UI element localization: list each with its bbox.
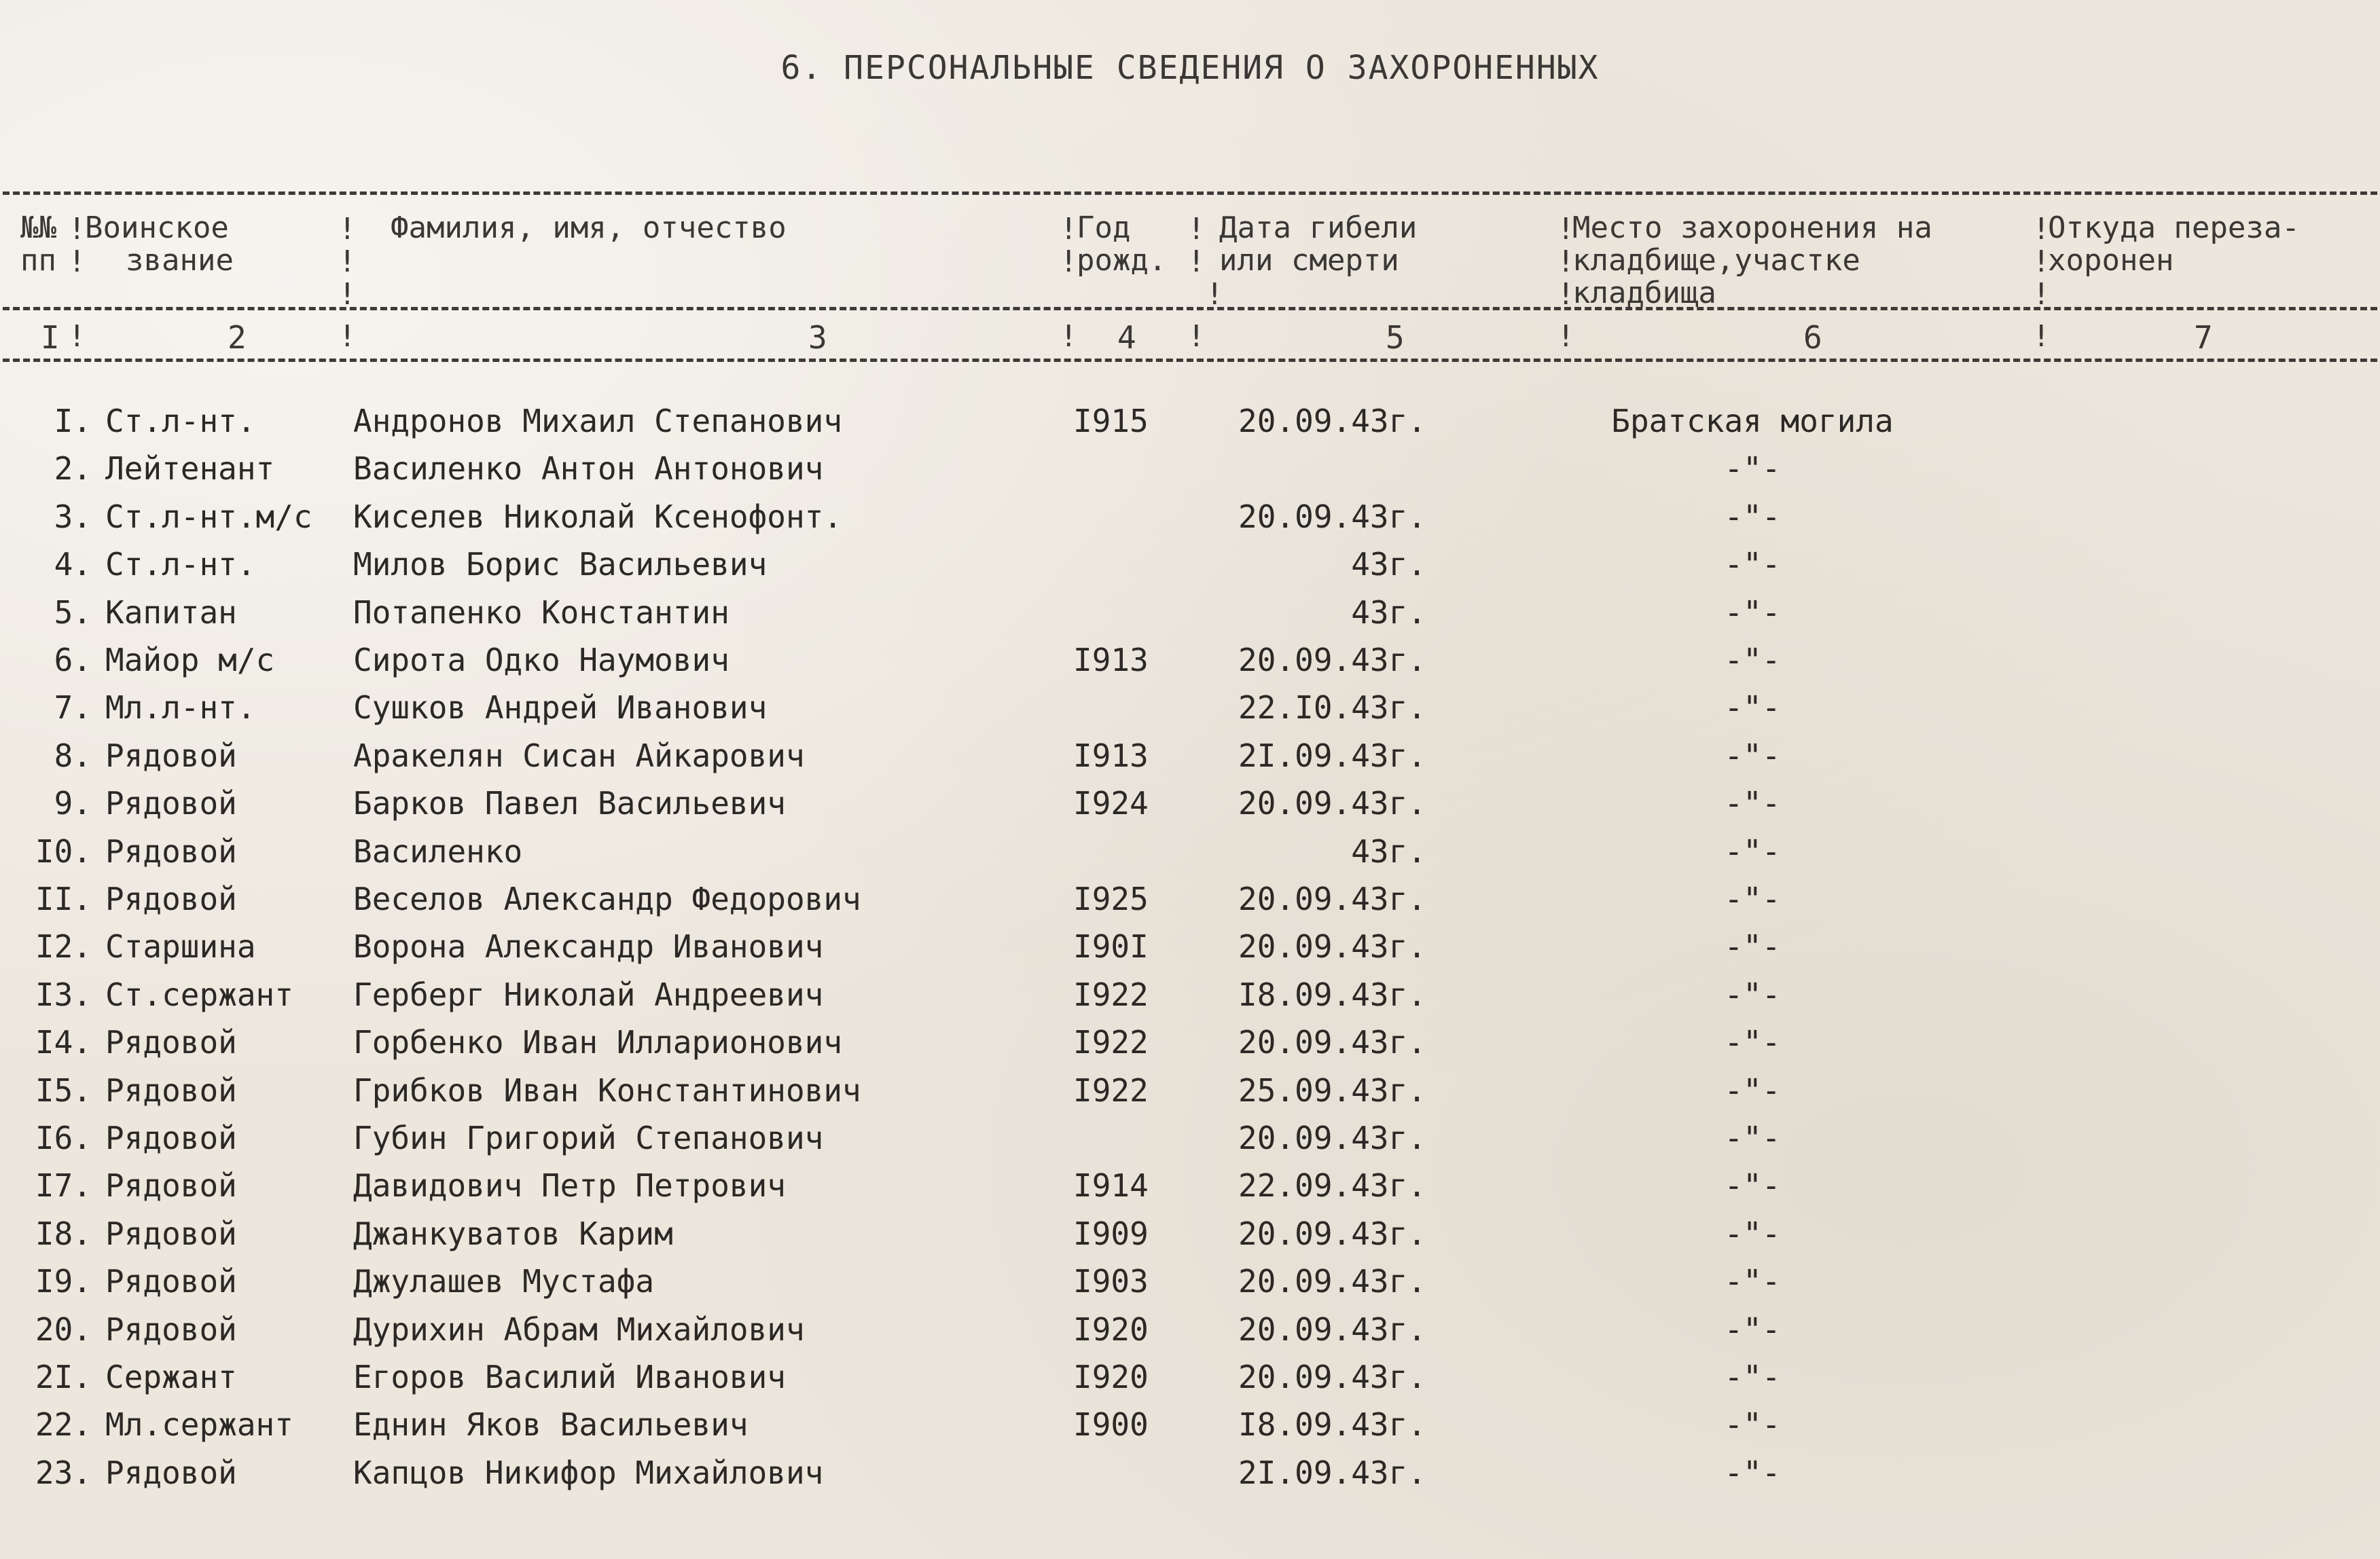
row-number: I8. <box>35 1215 92 1252</box>
header-rank-line2: звание <box>126 243 234 278</box>
table-row <box>0 828 2380 875</box>
row-number: 7. <box>54 689 92 727</box>
row-death-date: 20.09.43г. <box>1238 785 1426 822</box>
row-name: Аракелян Сисан Айкарович <box>353 737 805 774</box>
row-death-date: I8.09.43г. <box>1238 976 1426 1013</box>
row-burial-place: -"- <box>1724 546 1781 583</box>
row-birth-year: I913 <box>1073 737 1149 774</box>
row-death-date: 43г. <box>1351 546 1426 583</box>
row-rank: Ст.сержант <box>105 976 293 1013</box>
row-birth-year: I915 <box>1073 403 1149 439</box>
row-name: Андронов Михаил Степанович <box>353 403 843 439</box>
table-row <box>0 1449 2380 1497</box>
row-name: Капцов Никифор Михайлович <box>353 1454 824 1491</box>
row-number: I3. <box>35 976 92 1013</box>
header-separator: ! <box>1206 277 1224 312</box>
row-burial-place: -"- <box>1724 1215 1781 1252</box>
row-death-date: 20.09.43г. <box>1238 1215 1426 1252</box>
row-name: Джанкуватов Карим <box>353 1215 673 1252</box>
table-row <box>0 1401 2380 1448</box>
row-number: 6. <box>54 642 92 678</box>
row-birth-year: I922 <box>1073 976 1149 1013</box>
row-burial-place: -"- <box>1724 1454 1781 1491</box>
row-rank: Майор м/с <box>105 642 275 678</box>
row-name: Веселов Александр Федорович <box>353 881 861 917</box>
row-name: Милов Борис Васильевич <box>353 546 768 583</box>
table-row <box>0 1353 2380 1401</box>
row-number: I7. <box>35 1167 92 1205</box>
header-separator: ! <box>2032 277 2051 312</box>
table-row <box>0 589 2380 636</box>
row-death-date: 20.09.43г. <box>1238 1310 1426 1348</box>
row-name: Горбенко Иван Илларионович <box>353 1024 843 1061</box>
row-number: II. <box>35 881 92 917</box>
row-number: I5. <box>35 1071 92 1109</box>
row-name: Василенко <box>353 832 523 870</box>
table-row <box>0 1306 2380 1353</box>
row-name: Джулашев Мустафа <box>353 1263 655 1300</box>
row-birth-year: I920 <box>1073 1359 1149 1395</box>
header-separator: ! <box>338 212 357 246</box>
header-rank <box>85 212 234 277</box>
row-birth-year: I914 <box>1073 1167 1149 1205</box>
header-num-line1: №№ <box>20 210 56 245</box>
table-row <box>0 1162 2380 1209</box>
table-row <box>0 1210 2380 1258</box>
row-number: 2I. <box>35 1359 92 1395</box>
header-year-line1: Год <box>1077 210 1131 245</box>
row-burial-place: -"- <box>1724 1071 1781 1109</box>
row-rank: Лейтенант <box>105 450 275 488</box>
row-name: Ворона Александр Иванович <box>353 928 824 966</box>
row-rank: Рядовой <box>105 1215 237 1252</box>
row-birth-year: I924 <box>1073 785 1149 822</box>
header-separator: ! <box>1187 212 1206 246</box>
page-title: 6. ПЕРСОНАЛЬНЫЕ СВЕДЕНИЯ О ЗАХОРОНЕННЫХ <box>780 49 1600 87</box>
row-burial-place: -"- <box>1724 928 1781 966</box>
table-row <box>0 493 2380 540</box>
table-row <box>0 445 2380 492</box>
row-rank: Рядовой <box>105 737 237 774</box>
row-death-date: 20.09.43г. <box>1238 1120 1426 1156</box>
table-row <box>0 540 2380 588</box>
row-rank: Ст.л-нт. <box>105 546 256 583</box>
row-name: Киселев Николай Ксенофонт. <box>353 498 843 535</box>
table-row <box>0 1067 2380 1114</box>
row-burial-place: -"- <box>1724 1406 1781 1444</box>
header-origin <box>2048 212 2300 277</box>
row-rank: Рядовой <box>105 785 237 822</box>
column-number-5: 5 <box>1386 319 1405 356</box>
row-death-date: 20.09.43г. <box>1238 642 1426 678</box>
table-row <box>0 1258 2380 1305</box>
row-rank: Рядовой <box>105 1071 237 1109</box>
row-death-date: 20.09.43г. <box>1238 403 1426 439</box>
row-number: 9. <box>54 785 92 822</box>
row-burial-place: -"- <box>1724 1310 1781 1348</box>
row-death-date: 20.09.43г. <box>1238 1263 1426 1300</box>
row-burial-place: -"- <box>1724 737 1781 774</box>
row-number: 5. <box>54 593 92 631</box>
header-rank-line1: Воинское <box>85 210 229 245</box>
header-place-line1: Место захоронения на <box>1572 210 1932 245</box>
row-burial-place: -"- <box>1724 593 1781 631</box>
row-birth-year: I90I <box>1073 928 1149 966</box>
row-rank: Старшина <box>105 928 256 966</box>
column-number-4: 4 <box>1117 319 1136 356</box>
row-name: Потапенко Константин <box>353 593 729 631</box>
header-separator: ! <box>338 277 357 312</box>
row-burial-place: -"- <box>1724 498 1781 535</box>
header-separator: ! <box>1060 244 1078 279</box>
header-separator: ! <box>68 244 86 279</box>
table-row <box>0 875 2380 923</box>
row-rank: Ст.л-нт. <box>105 403 256 439</box>
header-top-rule <box>3 191 2377 195</box>
row-death-date: I8.09.43г. <box>1238 1406 1426 1444</box>
row-burial-place: -"- <box>1724 832 1781 870</box>
row-death-date: 22.09.43г. <box>1238 1167 1426 1205</box>
column-number-6: 6 <box>1803 319 1822 356</box>
table-row <box>0 1114 2380 1162</box>
header-origin-line1: Откуда переза- <box>2048 210 2300 245</box>
row-death-date: 2I.09.43г. <box>1238 1454 1426 1491</box>
row-death-date: 43г. <box>1351 593 1426 631</box>
row-burial-place: -"- <box>1724 1263 1781 1300</box>
column-number-1: I <box>41 319 60 356</box>
row-death-date: 20.09.43г. <box>1238 498 1426 535</box>
table-row <box>0 636 2380 684</box>
row-rank: Рядовой <box>105 1310 237 1348</box>
row-birth-year: I913 <box>1073 642 1149 678</box>
row-number: I4. <box>35 1024 92 1061</box>
row-burial-place: -"- <box>1724 1359 1781 1395</box>
row-death-date: 43г. <box>1351 832 1426 870</box>
row-death-date: 2I.09.43г. <box>1238 737 1426 774</box>
row-birth-year: I900 <box>1073 1406 1149 1444</box>
row-number: 4. <box>54 546 92 583</box>
row-number: I0. <box>35 832 92 870</box>
table-row <box>0 1019 2380 1066</box>
row-name: Сушков Андрей Иванович <box>353 689 768 727</box>
row-burial-place: -"- <box>1724 450 1781 488</box>
header-middle-rule <box>3 307 2377 310</box>
row-rank: Мл.сержант <box>105 1406 293 1444</box>
row-rank: Рядовой <box>105 1120 237 1156</box>
header-separator: ! <box>1060 319 1078 354</box>
row-burial-place: -"- <box>1724 976 1781 1013</box>
row-burial-place: -"- <box>1724 1120 1781 1156</box>
header-separator: ! <box>2032 212 2051 246</box>
header-origin-line2: хоронен <box>2048 243 2174 278</box>
header-separator: ! <box>1187 319 1206 354</box>
row-rank: Рядовой <box>105 1024 237 1061</box>
header-separator: ! <box>338 244 357 279</box>
header-year <box>1077 212 1166 277</box>
header-bottom-rule <box>3 359 2377 362</box>
row-name: Губин Григорий Степанович <box>353 1120 824 1156</box>
header-place-line2: кладбище,участке <box>1572 243 1860 278</box>
row-burial-place: -"- <box>1724 642 1781 678</box>
row-death-date: 25.09.43г. <box>1238 1071 1426 1109</box>
row-rank: Капитан <box>105 593 237 631</box>
row-number: 22. <box>35 1406 92 1444</box>
row-name: Грибков Иван Константинович <box>353 1071 861 1109</box>
row-rank: Рядовой <box>105 881 237 917</box>
row-death-date: 20.09.43г. <box>1238 1024 1426 1061</box>
row-birth-year: I909 <box>1073 1215 1149 1252</box>
row-name: Сирота Одко Наумович <box>353 642 729 678</box>
row-name: Давидович Петр Петрович <box>353 1167 786 1205</box>
row-burial-place: -"- <box>1724 1024 1781 1061</box>
table-row <box>0 971 2380 1019</box>
header-num-line2: пп <box>20 243 56 278</box>
row-birth-year: I925 <box>1073 881 1149 917</box>
row-name: Егоров Василий Иванович <box>353 1359 786 1395</box>
table-row <box>0 780 2380 827</box>
row-burial-place: Братская могила <box>1611 403 1894 439</box>
row-death-date: 20.09.43г. <box>1238 1359 1426 1395</box>
row-birth-year: I920 <box>1073 1310 1149 1348</box>
column-number-3: 3 <box>808 319 827 356</box>
header-name: Фамилия, имя, отчество <box>391 210 787 245</box>
row-burial-place: -"- <box>1724 881 1781 917</box>
row-number: 8. <box>54 737 92 774</box>
table-row <box>0 732 2380 780</box>
header-separator: ! <box>1557 244 1575 279</box>
row-number: 2. <box>54 450 92 488</box>
row-name: Василенко Антон Антонович <box>353 450 824 488</box>
row-birth-year: I922 <box>1073 1024 1149 1061</box>
row-name: Дурихин Абрам Михайлович <box>353 1310 805 1348</box>
table-row <box>0 397 2380 445</box>
row-death-date: 22.I0.43г. <box>1238 689 1426 727</box>
header-separator: ! <box>68 212 86 246</box>
row-burial-place: -"- <box>1724 1167 1781 1205</box>
column-number-2: 2 <box>228 319 247 356</box>
row-rank: Ст.л-нт.м/с <box>105 498 312 535</box>
table-row <box>0 923 2380 970</box>
row-rank: Мл.л-нт. <box>105 689 256 727</box>
row-number: 23. <box>35 1454 92 1491</box>
row-rank: Сержант <box>105 1359 237 1395</box>
row-death-date: 20.09.43г. <box>1238 928 1426 966</box>
row-number: 20. <box>35 1310 92 1348</box>
header-date <box>1219 212 1417 277</box>
header-separator: ! <box>68 319 86 354</box>
row-number: I2. <box>35 928 92 966</box>
column-number-7: 7 <box>2194 319 2213 356</box>
row-rank: Рядовой <box>105 832 237 870</box>
row-death-date: 20.09.43г. <box>1238 881 1426 917</box>
header-separator: ! <box>1557 319 1575 354</box>
row-name: Барков Павел Васильевич <box>353 785 786 822</box>
row-number: I9. <box>35 1263 92 1300</box>
row-number: 3. <box>54 498 92 535</box>
header-place <box>1572 212 1932 310</box>
header-separator: ! <box>2032 244 2051 279</box>
row-rank: Рядовой <box>105 1263 237 1300</box>
header-separator: ! <box>1187 244 1206 279</box>
row-birth-year: I922 <box>1073 1071 1149 1109</box>
header-separator: ! <box>1060 212 1078 246</box>
header-date-line1: Дата гибели <box>1219 210 1418 245</box>
header-num <box>20 212 56 277</box>
row-rank: Рядовой <box>105 1167 237 1205</box>
row-rank: Рядовой <box>105 1454 237 1491</box>
header-separator: ! <box>2032 319 2051 354</box>
header-separator: ! <box>1557 277 1575 312</box>
header-date-line2: или смерти <box>1219 243 1399 278</box>
row-birth-year: I903 <box>1073 1263 1149 1300</box>
header-separator: ! <box>338 319 357 354</box>
row-burial-place: -"- <box>1724 689 1781 727</box>
header-place-line3: кладбища <box>1572 276 1716 310</box>
header-separator: ! <box>1557 212 1575 246</box>
row-name: Герберг Николай Андреевич <box>353 976 824 1013</box>
row-number: I. <box>54 403 92 439</box>
row-burial-place: -"- <box>1724 785 1781 822</box>
row-number: I6. <box>35 1120 92 1156</box>
table-row <box>0 684 2380 731</box>
row-name: Еднин Яков Васильевич <box>353 1406 749 1444</box>
header-year-line2: рожд. <box>1077 243 1167 278</box>
